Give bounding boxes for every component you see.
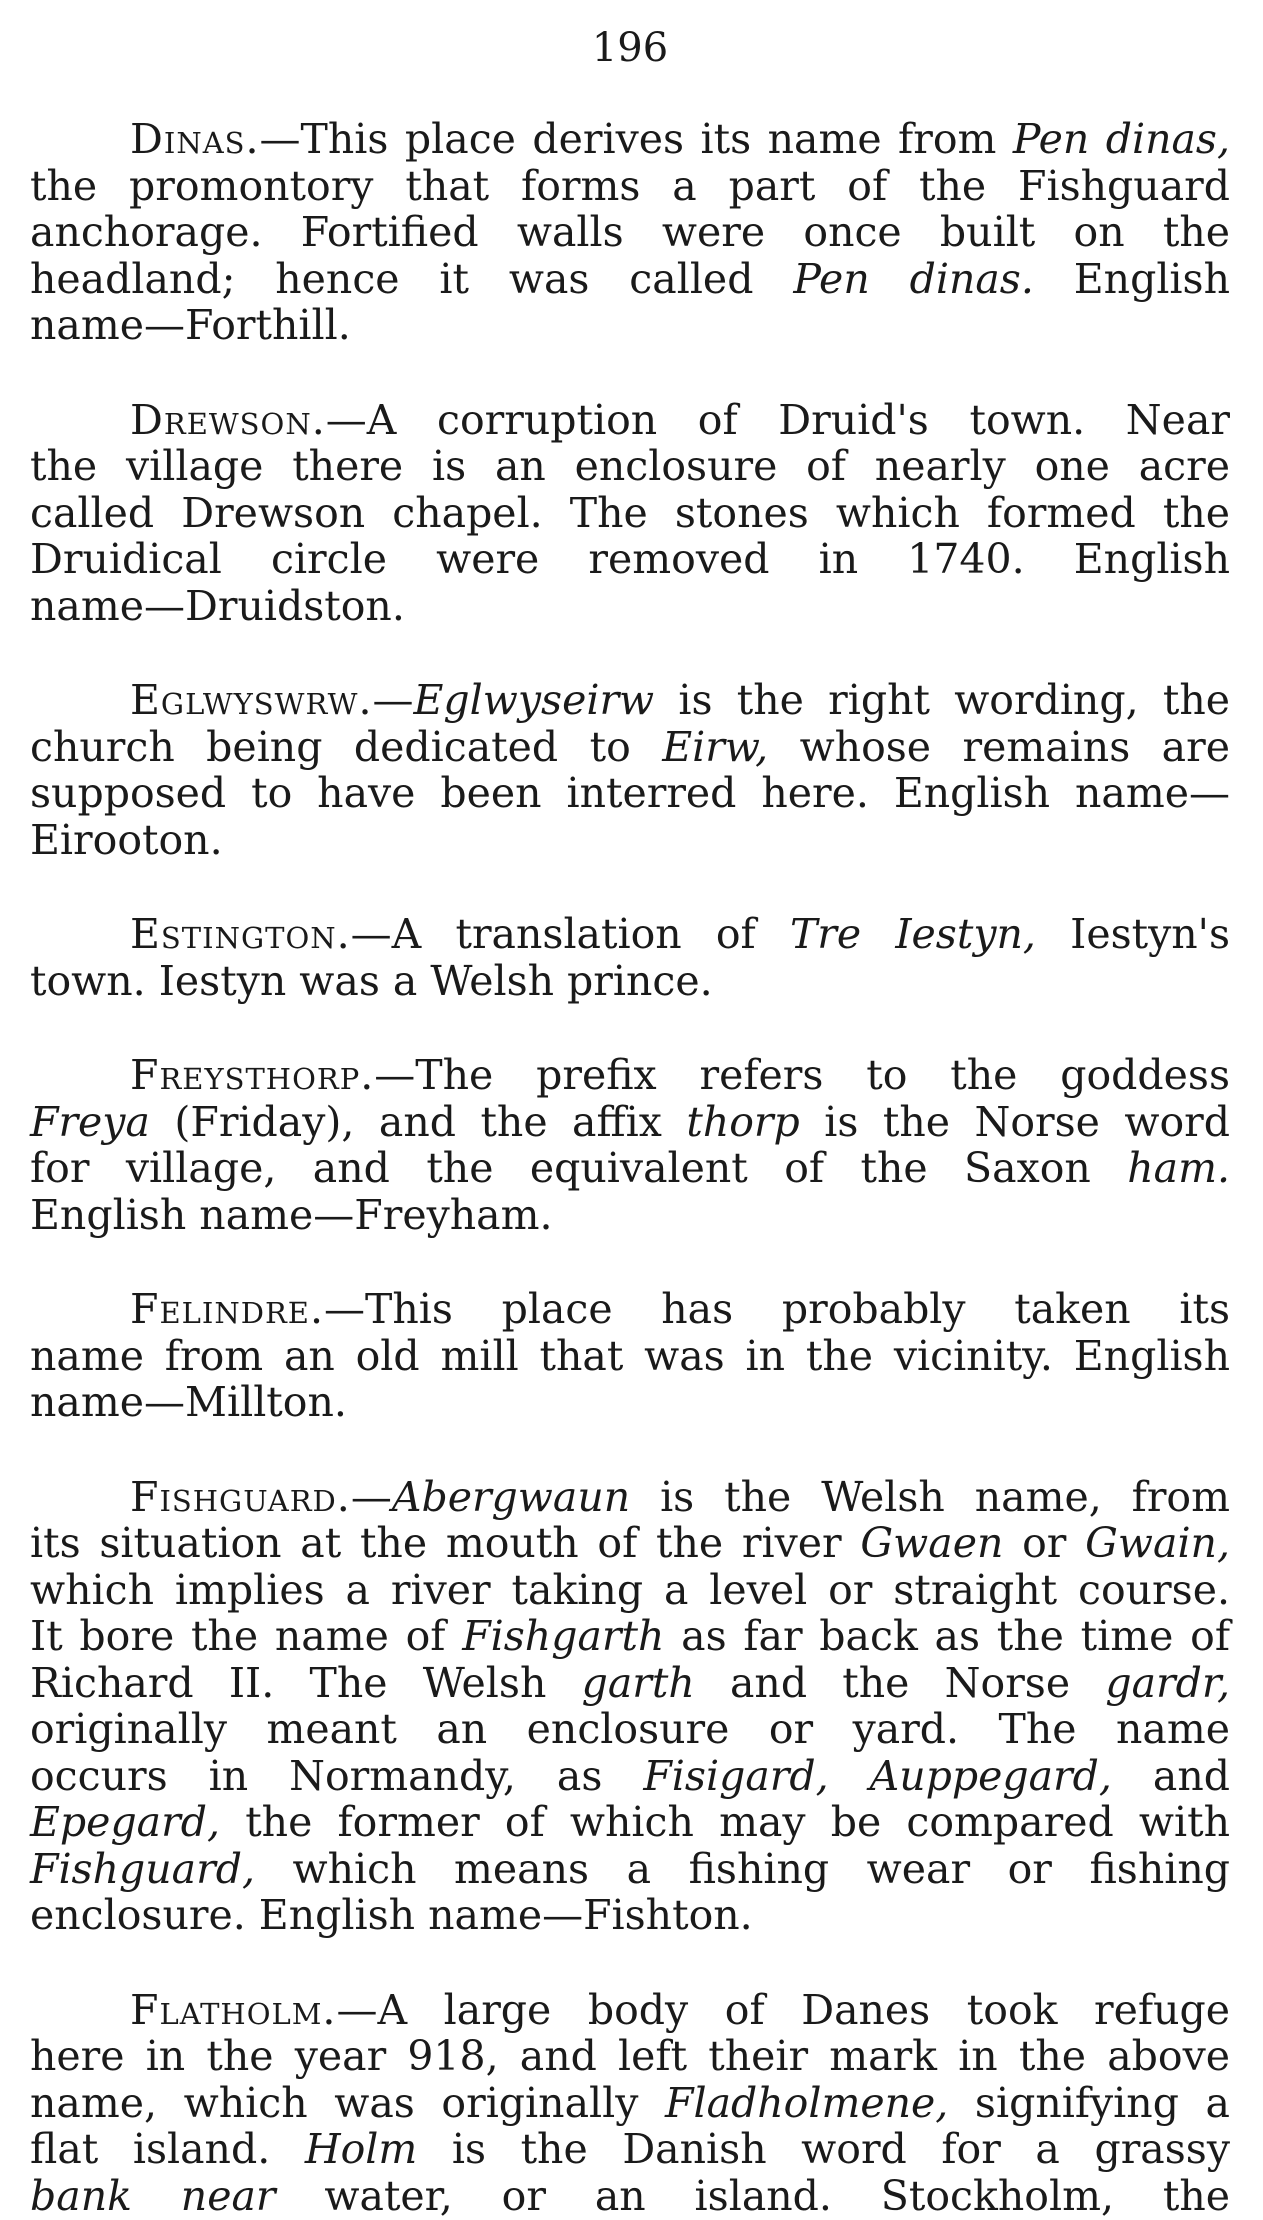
page-number: 196 [591,25,669,71]
entry-heading: Fishguard. [130,1472,351,1521]
text-run: which means a fishing wear or fishing [254,1844,1230,1893]
text-line [30,1286,1230,1333]
entry-heading: Freysthorp. [130,1051,375,1099]
entry-fishguard [30,1474,1230,1939]
book-page [30,20,1230,2219]
text-line [30,770,1230,817]
text-line [30,209,1230,256]
text-run: originally meant an enclosure or yard. The name [30,1705,1230,1753]
text-line [30,256,1230,303]
text-run: —A translation of [350,910,790,958]
entry-felindre [30,1286,1230,1426]
text-run: name—Forthill. [30,301,351,349]
italic-term: Epegard, [30,1798,221,1846]
text-line [30,536,1230,583]
italic-term: garth [581,1658,695,1707]
text-run: supposed to have been interred here. English name— [30,769,1230,817]
text-line [30,1846,1230,1893]
text-line [30,1099,1230,1146]
text-run: town. Iestyn was a Welsh prince. [30,956,713,1005]
text-run: —A large body of Danes took refuge [336,1985,1230,2034]
text-line [30,443,1230,490]
text-line [30,2173,1230,2220]
entry-heading: Dinas. [130,115,260,163]
text-line [30,1052,1230,1099]
entry-heading: Estington. [130,910,351,958]
text-line [30,724,1230,771]
entry-flatholm [30,1987,1230,2220]
text-run: name from an old mill that was in the vicinity. English [30,1331,1230,1380]
text-run: the village there is an enclosure of nearly one acre [30,442,1230,490]
text-run: headland; hence it was called [30,254,794,303]
text-run [829,1752,870,1800]
text-line [30,2126,1230,2173]
text-run: or [1003,1519,1086,1567]
entry-estington [30,911,1230,1004]
text-run: name, which was originally [30,2078,666,2127]
text-line [30,163,1230,210]
text-run: Richard II. The Welsh [30,1658,582,1707]
text-run: called Drewson chapel. The stones which formed the [30,488,1230,537]
entry-drewson [30,397,1230,630]
text-run: —This place has probably taken its [324,1285,1230,1333]
italic-term: gardr, [1105,1658,1230,1707]
text-run: — [350,1472,392,1521]
text-run: the promontory that forms a part of the Fishguard [30,161,1230,210]
text-run: anchorage. Fortified walls were once built on the [30,208,1230,256]
italic-term: Fishgarth [462,1612,665,1660]
text-run: Eirooton. [30,815,223,864]
entry-heading: Drewson. [130,395,326,444]
text-line [30,302,1230,349]
text-run: enclosure. English name—Fishton. [30,1891,753,1939]
text-run: Iestyn's [1035,910,1230,958]
italic-term: Pen dinas. [793,254,1034,303]
text-line [30,1567,1230,1614]
text-run: church being dedicated to [30,722,663,771]
text-line [30,1145,1230,1192]
entry-heading: Felindre. [130,1285,324,1333]
text-run: English name—Freyham. [30,1190,553,1239]
text-line [30,1753,1230,1800]
text-run: English [1033,254,1230,303]
text-run: occurs in Normandy, as [30,1751,644,1800]
entry-eglwyswrw [30,677,1230,863]
italic-term: Fladholmene, [665,2078,949,2127]
text-line [30,1333,1230,1380]
text-line [30,116,1230,163]
entry-heading: Flatholm. [130,1985,337,2034]
text-line [30,1799,1230,1846]
text-run: — [372,676,414,724]
text-run: as far back as the time of [664,1612,1230,1660]
text-line [30,490,1230,537]
text-run: is the Norse word [799,1097,1231,1146]
text-line [30,958,1230,1005]
text-line [30,817,1230,864]
text-run: —The prefix refers to the goddess [374,1051,1230,1099]
text-line [30,1520,1230,1567]
text-run: here in the year 918, and left their mark in the above [30,2032,1230,2080]
text-run: —This place derives its name from [259,115,1013,163]
text-run: Druidical circle were removed in 1740. English [30,535,1230,583]
italic-term: Gwain, [1085,1519,1230,1567]
text-line [30,1706,1230,1753]
text-run: name—Druidston. [30,581,405,630]
italic-term: Tre Iestyn, [789,910,1036,958]
text-run: signifying a [948,2078,1230,2127]
text-line [30,1613,1230,1660]
text-run: —A corruption of Druid's town. Near [325,395,1230,444]
text-line [30,1474,1230,1521]
text-run: is the right wording, the [654,676,1230,724]
text-line [30,677,1230,724]
text-line [30,1379,1230,1426]
text-run: and [1111,1751,1230,1800]
entry-dinas [30,116,1230,349]
italic-term: Eglwyseirw [413,676,655,724]
italic-term: Fisigard, [643,1751,829,1800]
italic-term: Holm [304,2125,418,2173]
text-run: whose remains are [768,722,1230,771]
text-run: its situation at the mouth of the river [30,1519,861,1567]
text-run: which implies a river taking a level or straight course. [30,1565,1230,1614]
text-line [30,2033,1230,2080]
text-run: and the Norse [694,1658,1106,1707]
text-run: water, or an island. Stockholm, the [275,2171,1230,2220]
text-run: flat island. [30,2125,305,2173]
text-run: It bore the name of [30,1612,463,1660]
text-run: is the Welsh name, from [630,1472,1230,1521]
italic-term: Abergwaun [391,1472,631,1521]
text-line [30,1987,1230,2034]
italic-term: bank near [30,2171,276,2220]
text-run: is the Danish word for a grassy [417,2125,1230,2173]
text-line [30,1660,1230,1707]
text-line [30,397,1230,444]
italic-term: Eirw, [662,722,769,771]
italic-term: thorp [686,1097,800,1146]
italic-term: Gwaen [860,1519,1004,1567]
text-line [30,911,1230,958]
italic-term: Auppegard, [869,1751,1112,1800]
italic-term: ham. [1127,1144,1230,1192]
text-run: the former of which may be compared with [220,1798,1230,1846]
text-line [30,1192,1230,1239]
italic-term: Pen dinas, [1012,115,1230,163]
italic-term: Fishguard, [30,1844,255,1893]
text-run: (Friday), and the affix [149,1097,687,1146]
text-line [30,1892,1230,1939]
text-run: name—Millton. [30,1378,347,1426]
entry-freysthorp [30,1052,1230,1238]
text-line [30,583,1230,630]
text-run: for village, and the equivalent of the Saxon [30,1144,1128,1192]
italic-term: Freya [30,1097,150,1146]
text-line [30,2080,1230,2127]
entry-heading: Eglwyswrw. [130,676,373,724]
